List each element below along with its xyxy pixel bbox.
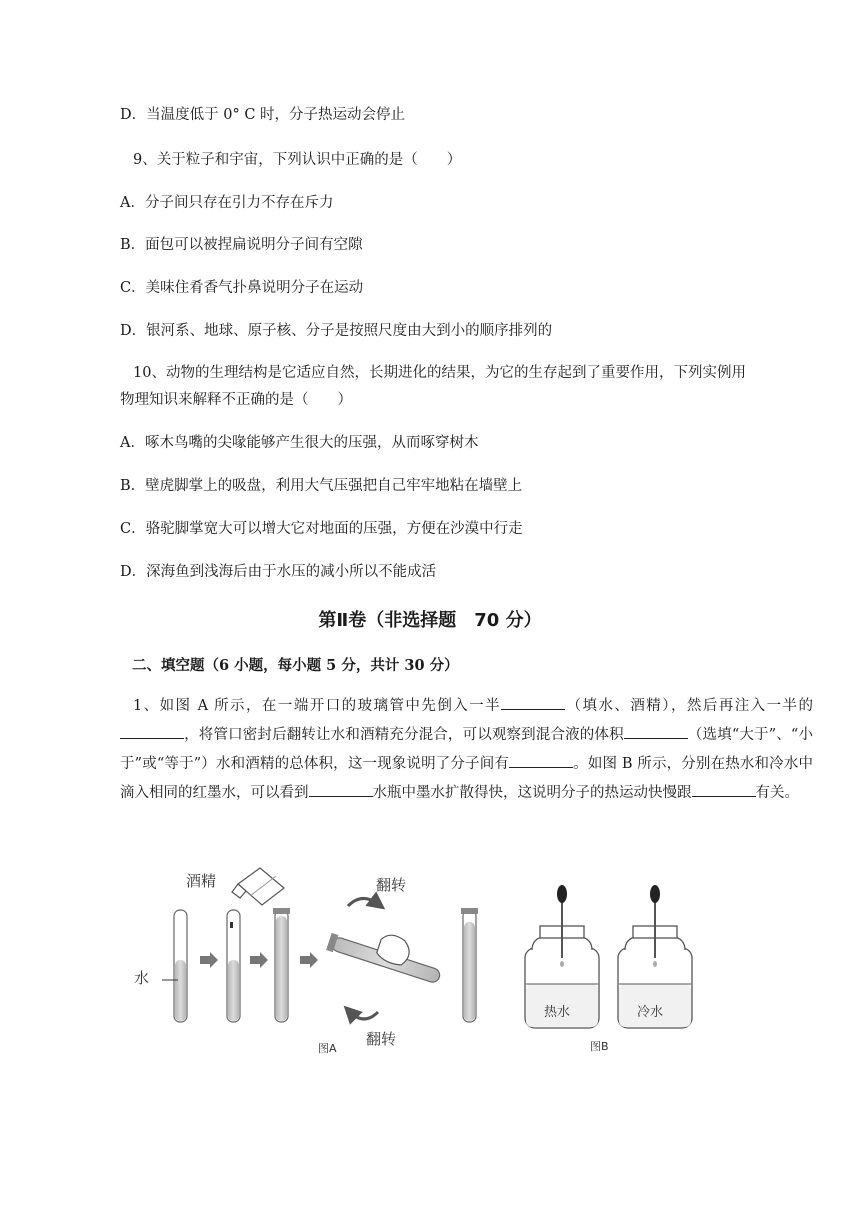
q10-stem-line2: 物理知识来解释不正确的是（ ） xyxy=(120,392,352,408)
tilted-tube-with-hand xyxy=(326,917,447,986)
q9-option-c: C．美味住肴香气扑鼻说明分子在运动 xyxy=(120,280,364,296)
rotate-arrow-icon xyxy=(350,1012,378,1019)
test-tube-full xyxy=(273,908,290,1022)
q10-option-a: A．啄木鸟嘴的尖喙能够产生很大的压强，从而啄穿树木 xyxy=(120,435,479,451)
hot-water-bottle xyxy=(525,885,599,1028)
section-title: 第Ⅱ卷（非选择题 70 分） xyxy=(318,610,542,631)
q10-stem-line1: 10、动物的生理结构是它适应自然，长期进化的结果，为它的生存起到了重要作用，下列实例用 xyxy=(133,365,746,381)
fill-question-1 xyxy=(120,692,813,808)
fill1-text-1: 1、如图 A 所示，在一端开口的玻璃管中先倒入一半 xyxy=(133,698,502,714)
alcohol-bottle-icon xyxy=(232,868,284,905)
q10-option-b: B．壁虎脚掌上的吸盘，利用大气压强把自己牢牢地粘在墙壁上 xyxy=(120,478,523,494)
q9-stem: 9、关于粒子和宇宙，下列认识中正确的是（ ） xyxy=(133,152,462,168)
figure-b-caption: 图B xyxy=(590,1040,609,1053)
answer-blank-6[interactable] xyxy=(692,782,756,797)
q9-option-b: B．面包可以被捏扁说明分子间有空隙 xyxy=(120,237,363,253)
fill1-text-6: 水瓶中墨水扩散得快，这说明分子的热运动快慢跟 xyxy=(372,785,692,801)
fill1-text-4: （选填“大于”、“小于”或“等于”）水和酒精的总体积，这一现象说明了分子间有 xyxy=(120,727,813,772)
answer-blank-1[interactable] xyxy=(501,695,565,710)
label-cold-water: 冷水 xyxy=(637,1005,664,1020)
answer-blank-4[interactable] xyxy=(509,753,573,768)
q10-option-c: C．骆驼脚掌宽大可以增大它对地面的压强，方便在沙漠中行走 xyxy=(120,521,523,537)
q9-option-a: A．分子间只存在引力不存在斥力 xyxy=(120,195,334,211)
test-tube-result xyxy=(461,908,478,1022)
rotate-arrow-icon xyxy=(348,898,378,906)
label-alcohol: 酒精 xyxy=(186,872,217,890)
arrow-right-icon xyxy=(250,952,268,968)
arrow-right-icon xyxy=(200,952,218,968)
test-tube-half-water xyxy=(162,910,187,1022)
arrow-right-icon xyxy=(300,952,318,968)
experiment-figure xyxy=(120,860,740,1060)
section-subtitle: 二、填空题（6 小题，每小题 5 分，共计 30 分） xyxy=(132,657,459,674)
answer-blank-5[interactable] xyxy=(309,782,373,797)
label-flip-top: 翻转 xyxy=(376,876,407,894)
q9-option-d: D．银河系、地球、原子核、分子是按照尺度由大到小的顺序排列的 xyxy=(120,323,553,339)
label-water: 水 xyxy=(134,969,150,987)
fill1-text-7: 有关。 xyxy=(755,785,799,801)
figure-a xyxy=(134,868,478,1055)
cold-water-bottle xyxy=(618,885,692,1028)
q10-option-d: D．深海鱼到浅海后由于水压的减小所以不能成活 xyxy=(120,564,437,580)
fill1-text-2: （填水、酒精），然后再注入一半的 xyxy=(565,698,814,714)
figure-a-caption: 图A xyxy=(318,1042,337,1055)
test-tube-pouring xyxy=(227,910,240,1022)
figure-b xyxy=(525,885,692,1053)
fill1-text-3: ，将管口密封后翻转让水和酒精充分混合，可以观察到混合液的体积 xyxy=(184,727,624,743)
label-flip-bottom: 翻转 xyxy=(366,1030,397,1048)
label-hot-water: 热水 xyxy=(544,1005,571,1020)
fill1-text-5: 。如图 B 所示，分别在热水和冷水中滴入相同的红墨水，可以看到 xyxy=(120,756,813,801)
answer-blank-3[interactable] xyxy=(624,724,688,739)
answer-blank-2[interactable] xyxy=(120,724,184,739)
q8-option-d: D．当温度低于 0° C 时，分子热运动会停止 xyxy=(120,107,406,123)
